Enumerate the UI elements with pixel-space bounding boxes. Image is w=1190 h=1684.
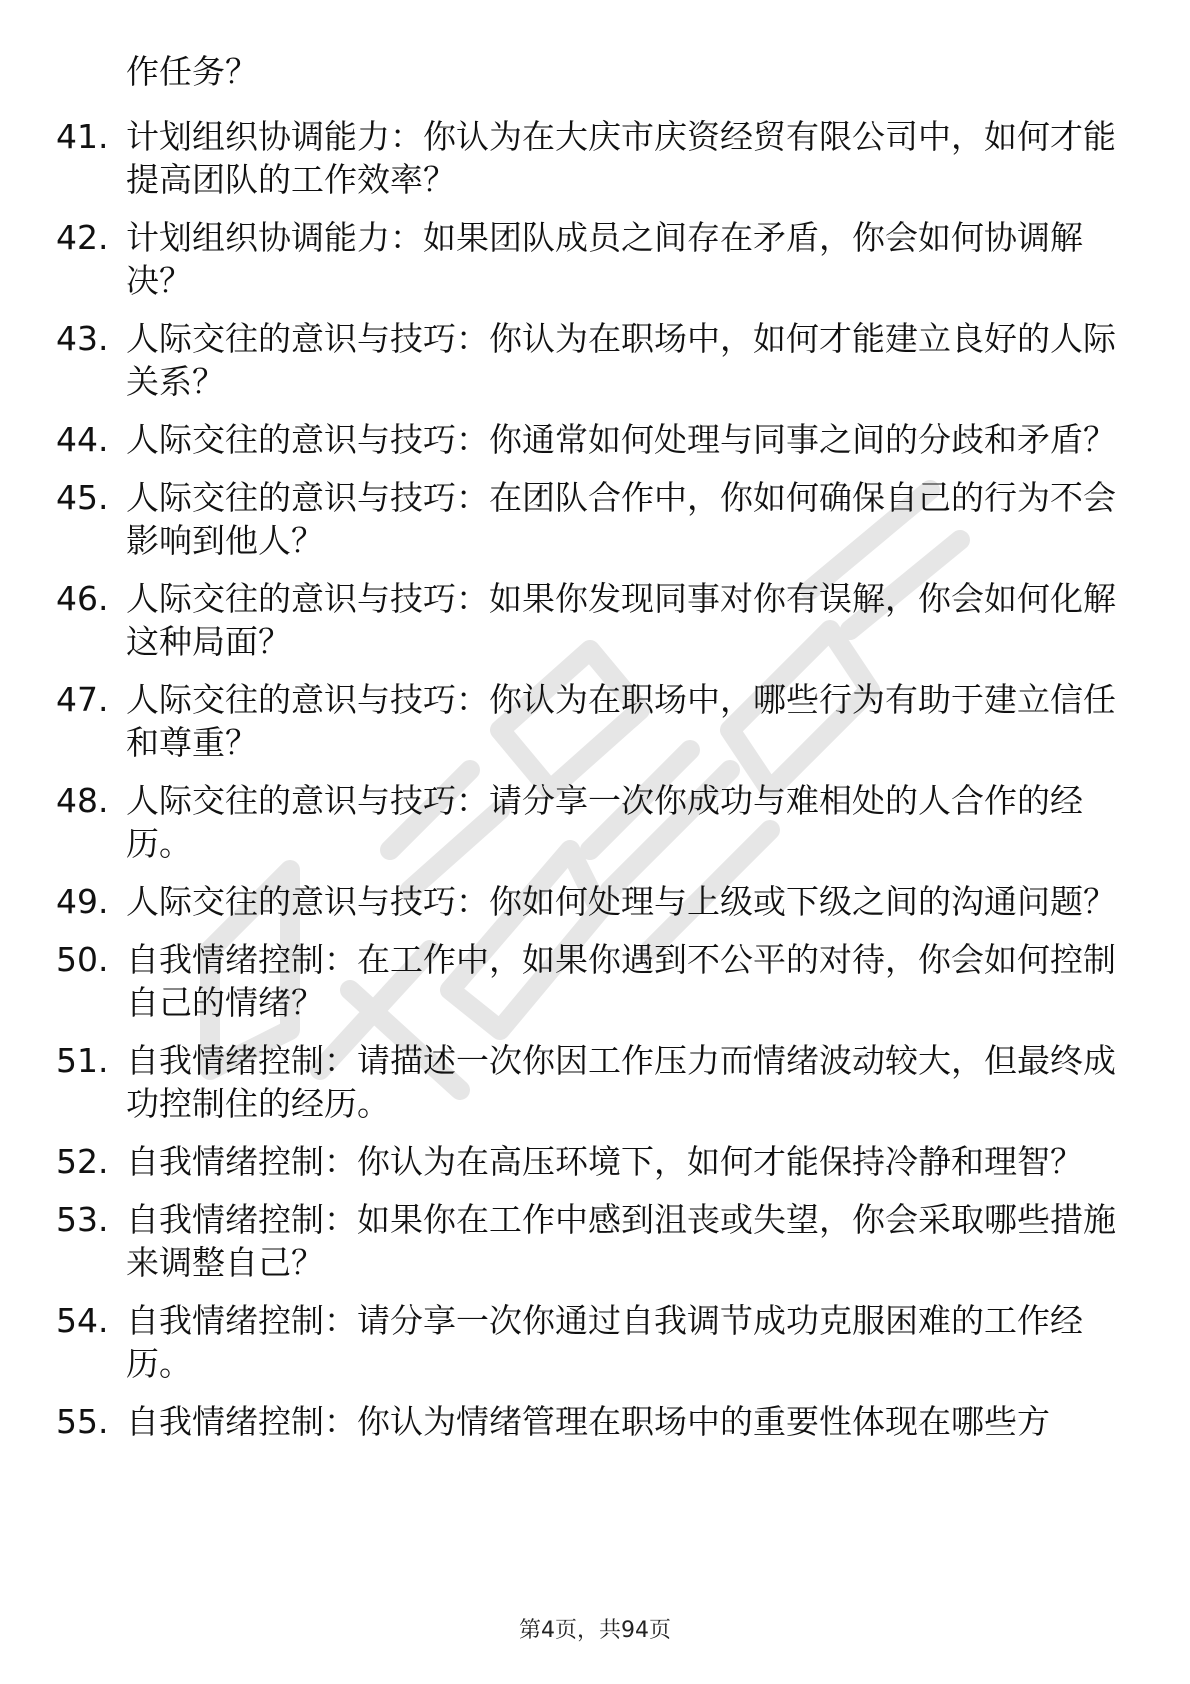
question-text: 人际交往的意识与技巧：请分享一次你成功与难相处的人合作的经历。	[126, 781, 1083, 863]
question-text: 人际交往的意识与技巧：在团队合作中，你如何确保自己的行为不会影响到他人？	[126, 478, 1116, 560]
question-text: 计划组织协调能力：你认为在大庆市庆资经贸有限公司中，如何才能提高团队的工作效率？	[126, 117, 1116, 199]
question-item	[56, 317, 1116, 403]
question-text: 自我情绪控制：你认为在高压环境下，如何才能保持冷静和理智？	[126, 1142, 1083, 1181]
question-text: 人际交往的意识与技巧：你认为在职场中，哪些行为有助于建立信任和尊重？	[126, 680, 1116, 762]
question-text: 人际交往的意识与技巧：你如何处理与上级或下级之间的沟通问题？	[126, 882, 1116, 921]
question-item	[56, 577, 1116, 663]
question-list	[56, 115, 1116, 1458]
question-item	[56, 1299, 1116, 1385]
question-item	[56, 476, 1116, 562]
question-number: 50.	[56, 940, 109, 979]
question-text: 人际交往的意识与技巧：你认为在职场中，如何才能建立良好的人际关系？	[126, 319, 1116, 401]
question-number: 49.	[56, 882, 109, 921]
question-number: 54.	[56, 1301, 109, 1340]
question-number: 46.	[56, 579, 109, 618]
question-text: 自我情绪控制：你认为情绪管理在职场中的重要性体现在哪些方	[126, 1402, 1050, 1441]
question-item	[56, 779, 1116, 865]
question-number: 44.	[56, 420, 109, 459]
question-number: 48.	[56, 781, 109, 820]
question-number: 42.	[56, 218, 109, 257]
question-item	[56, 938, 1116, 1024]
question-item	[56, 1198, 1116, 1284]
question-text: 计划组织协调能力：如果团队成员之间存在矛盾，你会如何协调解决？	[126, 218, 1083, 300]
question-item	[56, 678, 1116, 764]
question-text: 自我情绪控制：在工作中，如果你遇到不公平的对待，你会如何控制自己的情绪？	[126, 940, 1116, 1022]
question-text: 自我情绪控制：请描述一次你因工作压力而情绪波动较大，但最终成功控制住的经历。	[126, 1041, 1116, 1123]
question-item	[56, 1400, 1116, 1443]
question-number: 47.	[56, 680, 109, 719]
question-number: 55.	[56, 1402, 109, 1441]
page-number: 第4页，共94页	[519, 1618, 671, 1643]
question-item	[56, 880, 1116, 923]
question-number: 41.	[56, 117, 109, 156]
question-text: 人际交往的意识与技巧：如果你发现同事对你有误解，你会如何化解这种局面？	[126, 579, 1116, 661]
question-number: 53.	[56, 1200, 109, 1239]
question-item	[56, 1140, 1116, 1183]
question-number: 52.	[56, 1142, 109, 1181]
question-number: 43.	[56, 319, 109, 358]
question-number: 45.	[56, 478, 109, 517]
question-text: 人际交往的意识与技巧：你通常如何处理与同事之间的分歧和矛盾？	[126, 420, 1116, 459]
question-text: 自我情绪控制：如果你在工作中感到沮丧或失望，你会采取哪些措施来调整自己？	[126, 1200, 1116, 1282]
question-number: 51.	[56, 1041, 109, 1080]
question-item	[56, 418, 1116, 461]
question-item	[56, 1039, 1116, 1125]
question-item	[56, 115, 1116, 201]
continued-question-text: 作任务？	[126, 52, 258, 91]
question-item	[56, 216, 1116, 302]
question-text: 自我情绪控制：请分享一次你通过自我调节成功克服困难的工作经历。	[126, 1301, 1083, 1383]
